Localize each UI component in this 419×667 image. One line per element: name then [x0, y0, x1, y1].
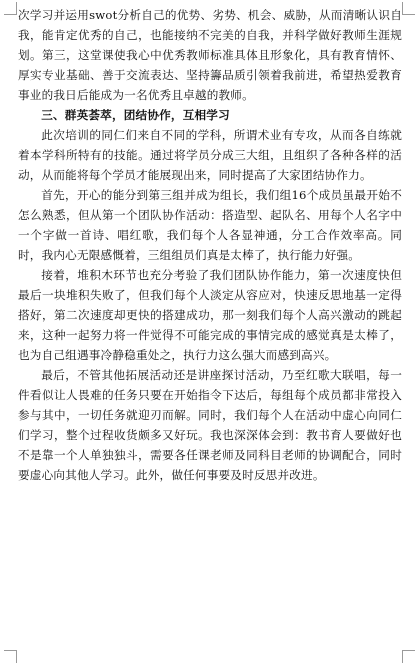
- section-heading-text: 群英荟萃，团结协作，互相学习: [64, 108, 230, 122]
- paragraph-intro: 此次培训的同仁们来自不同的学科，所谓术业有专攻，从而各自练就着本学科所特有的技能。通过将学员分成三大组，且组织了各种各样的活动，从而能将每个学员才能展现出来，同时提高了大家团结协作力。: [18, 128, 402, 182]
- page-corner-mark-top-left: [4, 2, 17, 15]
- paragraph-continuation: 次学习并运用swot分析自己的优势、劣势、机会、威胁，从而清晰认识自我，能肯定优秀的自己，也能接纳不完美的自我，并科学做好教师生涯规划。第三，这堂课使我心中优秀教师标准具体且形象化，具有教育情怀、厚实专业基础、善于交流表达、坚持籌品质引领着我前进，希望热爱教育事业的我日后能成为一名优秀且卓越的教师。: [18, 8, 402, 102]
- paragraph-next: 接着，堆积木环节也充分考验了我们团队协作能力，第一次速度快但最后一块堆积失败了，但我们每个人淡定从容应对，快速反思地基一定得搭好，第二次速度却更快的搭建成功，那一刻我们每个人高兴激动的跳起来，这种一起努力将一件觉得不可能完成的事情完成的感觉真是太棒了，也为自己组遇事冷静稳重处之，执行力这么强大而感到高兴。: [18, 268, 402, 362]
- paragraph-last: 最后，不管其他拓展活动还是讲座探讨活动，乃至红歌大联唱，每一件看似让人畏难的任务只要在开始指令下达后，每组每个成员都非常投入参与其中，一切任务就迎刃而解。同时，我们每个人在活动中虚心向同仁们学习，整个过程收货颇多又好玩。我也深深体会到：教书育人要做好也不是靠一个人单独独斗，需要各任课老师及同科目老师的协调配合，同时要虚心向其他人学习。此外，做任何事要及时反思并改进。: [18, 368, 402, 482]
- document-body: [18, 5, 402, 485]
- page-corner-mark-bottom-right: [402, 650, 415, 663]
- section-heading: [18, 105, 402, 125]
- paragraph-first: 首先，开心的能分到第三组并成为组长，我们组16个成员虽最开始不怎么熟悉，但从第一个团队协作活动：搭造型、起队名、用每个人名字中一个字做一首诗、唱红歌，我们每个人各显神通，分工合作效率高。同时，我内心无限感慨着，三组组员们真是太棒了，执行能力好强。: [18, 188, 402, 262]
- page-corner-mark-top-right: [402, 2, 415, 15]
- page-corner-mark-bottom-left: [4, 650, 17, 663]
- section-heading-number: 三、: [41, 108, 65, 122]
